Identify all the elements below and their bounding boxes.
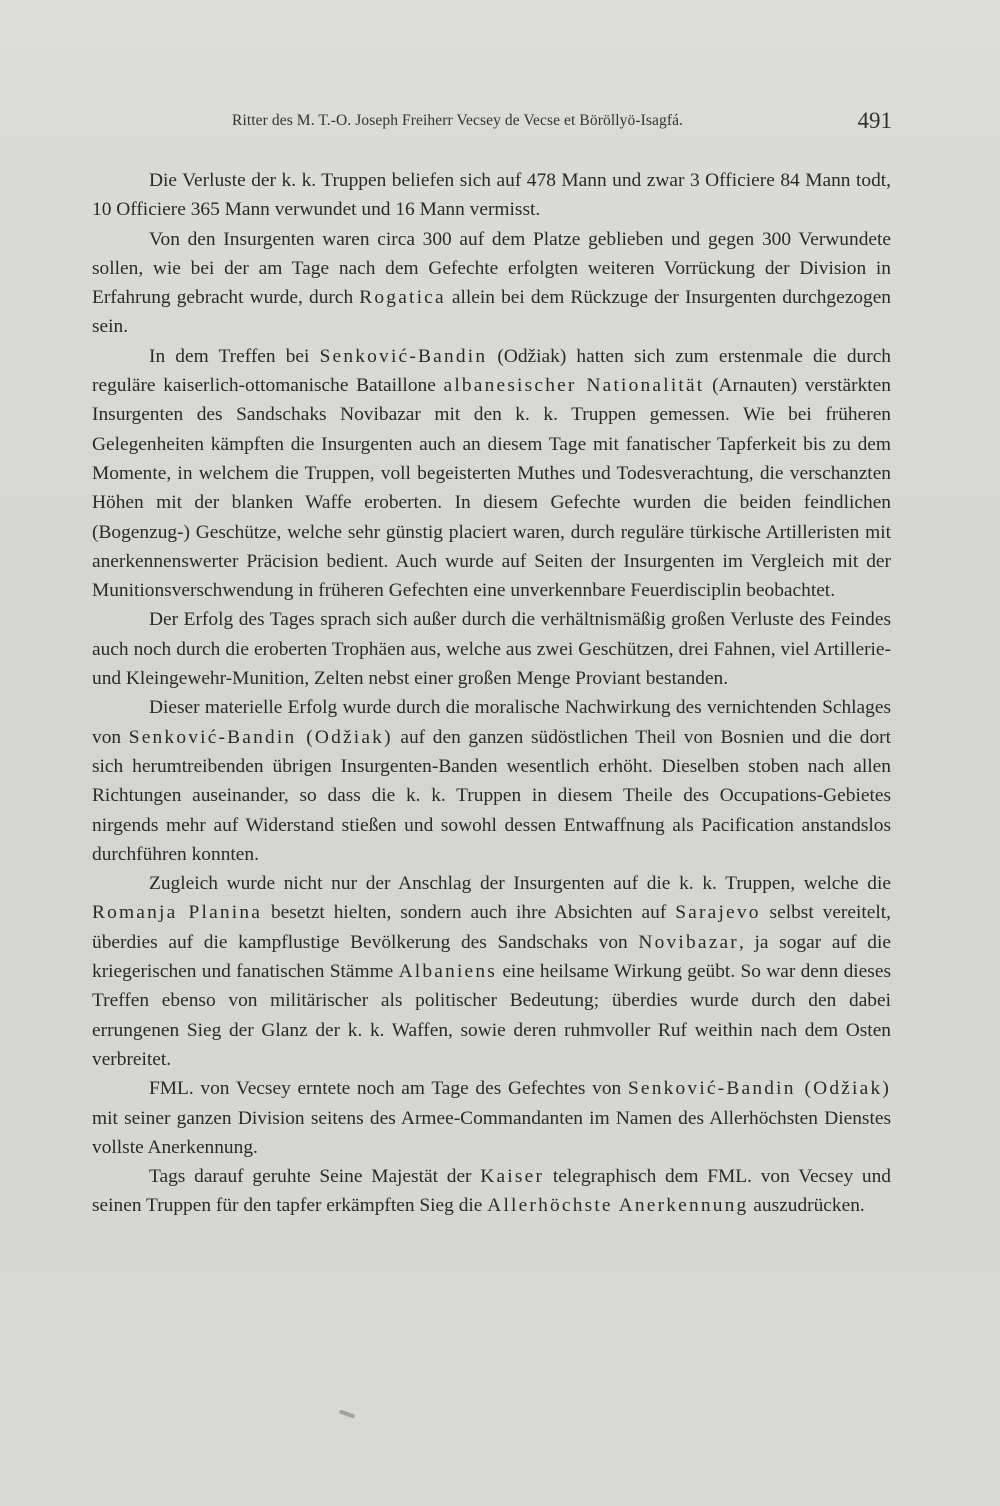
emphasized-text: Senković-Bandin (Odžiak): [128, 726, 393, 748]
paragraph: [92, 693, 891, 869]
emphasized-text: Senković-Bandin (Odžiak): [627, 1078, 891, 1100]
page-header: [0, 108, 1000, 138]
paragraph-text: selbst vereitelt, überdies auf die kampflustige Bevölkerung des Sandschaks von: [92, 902, 891, 953]
paragraph-text: In dem Treffen bei: [149, 345, 320, 367]
paragraph-text: (Arnauten) verstärkten Insurgenten des Sandschaks Novibazar mit den k. k. Truppen gemessen. Wie bei früheren Gelegenheiten kämpften die Insurgenten auch an diesem Tage mit fanatischer Tapferkeit bis zu dem Momente, in welchem die Truppen, voll begeisterten Muthes und Todesverachtung, die verschanzten Höhen mit der blanken Waffe eroberten. In diesem Gefechte wurden die beiden feindlichen (Bogenzug-) Geschütze, welche sehr günstig placiert waren, durch reguläre türkische Artilleristen mit anerkennenswerter Präcision bedient. Auch wurde auf Seiten der Insurgenten im Vergleich mit der Munitionsverschwendung in früheren Gefechten eine unverkennbare Feuerdisciplin beobachtet.: [92, 375, 891, 602]
emphasized-text: Romanja Planina: [92, 902, 263, 924]
emphasized-text: Albaniens: [398, 961, 498, 983]
paragraph-text: telegraphisch dem FML. von Vecsey und seinen Truppen für den tapfer erkämpften Sieg die: [92, 1166, 891, 1217]
paragraph-text: Die Verluste der k. k. Truppen beliefen sich auf 478 Mann und zwar 3 Officiere 84 Mann todt, 10 Officiere 365 Mann verwundet und 16 Mann vermisst.: [92, 170, 891, 221]
emphasized-text: albanesischer Nationalität: [443, 375, 705, 397]
paragraph-text: Der Erfolg des Tages sprach sich außer durch die verhältnismäßig großen Verluste des Feindes auch noch durch die eroberten Trophäen aus, welche aus zwei Geschützen, drei Fahnen, viel Artillerie- und Kleingewehr-Munition, Zelten nebst einer großen Menge Proviant bestanden.: [92, 609, 891, 690]
page-number: 491: [857, 108, 892, 133]
paragraph: [92, 342, 891, 606]
body-text: [92, 166, 891, 1221]
paragraph-text: Tags darauf geruhte Seine Majestät der: [149, 1166, 481, 1188]
ink-mark: [339, 1409, 355, 1418]
emphasized-text: Sarajevo: [675, 902, 761, 924]
paragraph: [92, 605, 891, 693]
paragraph-text: auszudrücken.: [748, 1195, 865, 1217]
paragraph-text: mit seiner ganzen Division seitens des Armee-Commandanten im Namen des Allerhöchsten Dienstes vollste Anerkennung.: [92, 1107, 891, 1158]
paragraph-text: (Odžiak) hatten sich zum erstenmale die durch reguläre kaiserlich-ottomanische Bataillone: [92, 345, 891, 397]
running-head: Ritter des M. T.-O. Joseph Freiherr Vecsey de Vecse et Böröllyö-Isagfá.: [232, 112, 684, 129]
paragraph-text: besetzt hielten, sondern auch ihre Absichten auf: [262, 902, 676, 924]
paragraph-text: Zugleich wurde nicht nur der Anschlag der Insurgenten auf die k. k. Truppen, welche die: [149, 873, 891, 895]
paragraph-text: eine heilsame Wirkung geübt. So war denn dieses Treffen ebenso von militärischer als politischer Bedeutung; überdies wurde durch den dabei errungenen Sieg der Glanz der k. k. Waffen, sowie deren ruhmvoller Ruf weithin nach dem Osten verbreitet.: [92, 961, 891, 1070]
paragraph: [92, 869, 891, 1074]
emphasized-text: Novibazar: [638, 931, 739, 953]
paragraph: [92, 1074, 891, 1162]
paragraph-text: , ja sogar auf die kriegerischen und fanatischen Stämme: [92, 931, 891, 983]
paragraph-text: Dieser materielle Erfolg wurde durch die moralische Nachwirkung des vernichtenden Schlages von: [92, 697, 891, 748]
emphasized-text: Senković-Bandin: [319, 345, 488, 367]
paragraph-text: auf den ganzen südöstlichen Theil von Bosnien und die dort sich herumtreibenden übrigen Insurgenten-Banden wesentlich erhöht. Dieselben stoben nach allen Richtungen auseinander, so dass die k. k. Truppen in diesem Theile des Occupations-Gebietes nirgends mehr auf Widerstand stießen und sowohl dessen Entwaffnung als Pacification anstandslos durchführen konnten.: [92, 726, 891, 865]
paragraph: [92, 166, 891, 225]
paragraph-text: allein bei dem Rückzuge der Insurgenten durchgezogen sein.: [92, 287, 891, 338]
paragraph: [92, 1162, 891, 1221]
paragraph-text: FML. von Vecsey erntete noch am Tage des Gefechtes von: [149, 1078, 628, 1100]
paragraph: [92, 225, 891, 342]
emphasized-text: Rogatica: [359, 287, 446, 309]
emphasized-text: Allerhöchste Anerkennung: [487, 1195, 749, 1217]
paragraph-text: Von den Insurgenten waren circa 300 auf dem Platze geblieben und gegen 300 Verwundete sollen, wie bei der am Tage nach dem Gefechte erfolgten weiteren Vorrückung der Division in Erfahrung gebracht wurde, durch: [92, 228, 891, 309]
emphasized-text: Kaiser: [480, 1166, 545, 1188]
